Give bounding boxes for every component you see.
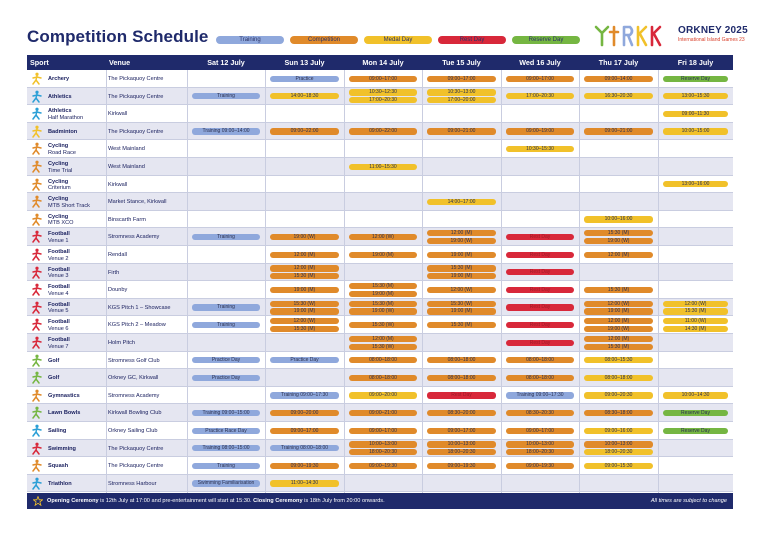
venue-cell: The Pickaquoy Centre — [108, 445, 164, 452]
session-pill: 08:00–18:00 — [349, 375, 417, 381]
sport-name: Football Venue 4 — [48, 284, 70, 297]
session-pill: 08:30–18:00 — [584, 410, 653, 416]
sport-cell — [29, 105, 107, 123]
session-pill: 10:00–16:00 — [584, 216, 653, 222]
session-pill: Practice — [270, 76, 339, 82]
sport-name: Football Venue 2 — [48, 249, 70, 262]
sport-cell — [29, 281, 107, 299]
session-pill: 10:00–13:00 — [506, 441, 574, 447]
sport-subtitle: Road Race — [48, 149, 76, 156]
session-pill: Training — [192, 463, 260, 469]
football-icon — [30, 266, 43, 279]
sport-cell — [29, 88, 107, 106]
table-row — [27, 140, 733, 158]
sport-subtitle: Venue 7 — [48, 343, 69, 350]
athletics-icon — [30, 90, 43, 103]
session-pill: 09:00–21:00 — [584, 128, 653, 134]
sport-name: Lawn Bowls — [48, 410, 81, 417]
session-pill: 08:30–20:00 — [427, 410, 496, 416]
session-pill: 18:00–20:30 — [427, 449, 496, 455]
session-pill: Practice Race Day — [192, 428, 260, 434]
sport-subtitle: MTB Short Track — [48, 202, 90, 209]
column-header: Fri 18 July — [677, 58, 714, 67]
session-pill: 08:00–18:00 — [506, 357, 574, 363]
session-pill: 19:00 (M) — [270, 287, 339, 293]
sport-subtitle: Venue 2 — [48, 255, 69, 262]
session-pill: 10:30–12:30 — [349, 89, 417, 95]
column-header: Venue — [109, 58, 131, 67]
session-pill: 09:00–17:00 — [506, 428, 574, 434]
session-pill: Rest Day — [506, 234, 574, 240]
sport-name: Badminton — [48, 128, 78, 135]
table-row — [27, 316, 733, 334]
table-row — [27, 422, 733, 440]
legend — [216, 36, 580, 44]
column-header: Tue 15 July — [442, 58, 481, 67]
table-row — [27, 88, 733, 106]
sport-cell — [29, 123, 107, 141]
column-divider — [501, 70, 502, 494]
cycling-icon — [30, 178, 43, 191]
column-header: Mon 14 July — [362, 58, 404, 67]
sport-subtitle: Time Trial — [48, 167, 73, 174]
session-pill: 18:00–20:30 — [584, 449, 653, 455]
session-pill: Rest Day — [506, 287, 574, 293]
golf-icon — [30, 354, 43, 367]
legend-item: Competition — [290, 36, 358, 44]
session-pill: 15:30 (W) — [349, 344, 417, 350]
venue-cell: Holm Pitch — [108, 340, 136, 346]
sport-cell — [29, 299, 107, 317]
session-pill: Training — [192, 304, 260, 310]
session-pill: Rest Day — [506, 304, 574, 310]
column-header: Sat 12 July — [207, 58, 245, 67]
session-pill: 08:00–15:30 — [584, 357, 653, 363]
column-header: Sport — [30, 58, 49, 67]
venue-cell: Stromness Golf Club — [108, 357, 160, 364]
session-pill: Training 09:00–17:30 — [506, 392, 574, 398]
venue-cell: The Pickaquoy Centre — [108, 128, 164, 135]
session-pill: 19:00 (W) — [270, 234, 339, 240]
table-row — [27, 193, 733, 211]
footer-text: Opening Ceremony is 12th July at 17:00 and pre-entertainment will start at 15:30. Closing Ceremony is 18th July from 20:00 onwards. — [47, 498, 385, 504]
session-pill: Training 09:00–17:30 — [270, 392, 339, 398]
sport-name: Cycling MTB XCO — [48, 213, 74, 227]
venue-cell: Kirkwall — [108, 181, 128, 188]
sport-subtitle: Venue 4 — [48, 290, 69, 297]
session-pill: Practice Day — [270, 357, 339, 363]
legend-item: Training — [216, 36, 284, 44]
sport-name: Golf — [48, 375, 60, 382]
sport-cell — [29, 228, 107, 246]
sport-name: Athletics — [48, 93, 72, 100]
football-icon — [30, 318, 43, 331]
sport-name: Football Venue 6 — [48, 319, 70, 332]
venue-cell: Orkney Sailing Club — [108, 428, 158, 434]
session-pill: 09:00–19:00 — [506, 128, 574, 134]
venue-cell: Dounby — [108, 287, 128, 294]
venue-cell: The Pickaquoy Centre — [108, 93, 164, 100]
session-pill: 10:00–13:00 — [427, 441, 496, 447]
session-pill: 14:00–18:30 — [270, 93, 339, 99]
session-pill: Training 09:00–15:00 — [192, 410, 260, 416]
session-pill: 18:00–20:30 — [506, 449, 574, 455]
session-pill: 08:00–18:00 — [427, 375, 496, 381]
table-row — [27, 440, 733, 458]
column-divider — [344, 70, 345, 494]
session-pill: 12:00 (M) — [584, 318, 653, 324]
football-icon — [30, 283, 43, 296]
archery-icon — [30, 72, 43, 85]
venue-cell: West Mainland — [108, 146, 145, 153]
venue-cell: KGS Pitch 2 – Meadow — [108, 322, 166, 329]
lawn-bowls-icon — [30, 406, 43, 419]
brand — [678, 25, 758, 43]
sport-subtitle: Venue 1 — [48, 237, 69, 244]
session-pill: 17:00–20:30 — [349, 97, 417, 103]
session-pill: Rest Day — [506, 322, 574, 328]
sport-cell — [29, 387, 107, 405]
session-pill: Reserve Day — [663, 428, 728, 434]
badminton-icon — [30, 125, 43, 138]
session-pill: 08:00–18:00 — [427, 357, 496, 363]
session-pill: 14:30 (M) — [663, 326, 728, 332]
session-pill: 12:00 (M) — [349, 336, 417, 342]
session-pill: 13:00–16:00 — [663, 181, 728, 187]
session-pill: Rest Day — [506, 252, 574, 258]
sport-subtitle: Criterium — [48, 185, 71, 192]
session-pill: 11:00–14:30 — [270, 480, 339, 486]
football-icon — [30, 336, 43, 349]
session-pill: 09:00–19:30 — [270, 463, 339, 469]
table-row — [27, 334, 733, 352]
golf-icon — [30, 371, 43, 384]
session-pill: 11:00 (W) — [663, 318, 728, 324]
column-divider — [187, 70, 188, 494]
sport-name: Cycling Time Trial — [48, 161, 73, 174]
session-pill: 15:30 (W) — [270, 301, 339, 307]
session-pill: 15:30 (M) — [584, 230, 653, 236]
sport-cell — [29, 316, 107, 334]
table-header — [27, 55, 733, 70]
sport-cell — [29, 246, 107, 264]
session-pill: 09:00–19:30 — [427, 463, 496, 469]
session-pill: 09:00–20:00 — [270, 410, 339, 416]
session-pill: 15:30 (M) — [349, 283, 417, 289]
sport-name: Cycling Criterium — [48, 178, 71, 192]
session-pill: 12:00 (W) — [349, 234, 417, 240]
column-divider — [106, 70, 107, 494]
venue-cell: Kirkwall — [108, 111, 128, 118]
table-row — [27, 369, 733, 387]
venue-cell: Orkney GC, Kirkwall — [108, 375, 159, 382]
page-title: Competition Schedule — [27, 27, 209, 46]
session-pill: 19:00 (M) — [349, 252, 417, 258]
session-pill: 12:00 (M) — [584, 252, 653, 258]
sport-cell — [29, 158, 107, 176]
sport-subtitle: Venue 6 — [48, 325, 69, 332]
session-pill: 09:00–17:00 — [506, 76, 574, 82]
session-pill: Training — [192, 234, 260, 240]
session-pill: 15:30 (M) — [663, 308, 728, 314]
column-divider — [265, 70, 266, 494]
session-pill: 10:00–15:00 — [663, 128, 728, 134]
session-pill: 15:30 (M) — [270, 273, 339, 279]
venue-cell: Stromness Academy — [108, 392, 160, 399]
gymnastics-icon — [30, 389, 43, 402]
sport-cell — [29, 264, 107, 282]
sport-cell — [29, 369, 107, 387]
session-pill: 09:00–17:00 — [427, 428, 496, 434]
venue-cell: Binscarth Farm — [108, 216, 146, 223]
session-pill: 09:00–15:30 — [584, 463, 653, 469]
venue-cell: Stromness Harbour — [108, 480, 157, 487]
legend-item: Medal Day — [364, 36, 432, 44]
session-pill: 19:00 (M) — [427, 252, 496, 258]
session-pill: 19:00 (M) — [427, 308, 496, 314]
cycling-icon — [30, 213, 43, 226]
session-pill: 15:30 (W) — [349, 322, 417, 328]
table-row — [27, 70, 733, 88]
table-row — [27, 299, 733, 317]
venue-cell: The Pickaquoy Centre — [108, 76, 164, 82]
session-pill: 15:30 (W) — [427, 301, 496, 307]
squash-icon — [30, 459, 43, 472]
session-pill: Rest Day — [506, 340, 574, 346]
athletics-icon — [30, 107, 43, 120]
football-icon — [30, 301, 43, 314]
sport-cell — [29, 211, 107, 229]
session-pill: 09:00–11:30 — [663, 111, 728, 117]
sport-name: Squash — [48, 463, 69, 470]
footer-disclaimer: All times are subject to change — [650, 498, 727, 504]
cycling-icon — [30, 195, 43, 208]
session-pill: 15:30 (M) — [427, 322, 496, 328]
session-pill: 09:00–19:30 — [506, 463, 574, 469]
table-row — [27, 457, 733, 475]
session-pill: Reserve Day — [663, 76, 728, 82]
sport-name: Triathlon — [48, 480, 72, 487]
session-pill: 19:00 (W) — [584, 238, 653, 244]
sport-cell — [29, 457, 107, 475]
session-pill: 19:00 (M) — [270, 308, 339, 314]
sport-cell — [29, 193, 107, 211]
cycling-icon — [30, 160, 43, 173]
session-pill: 08:00–18:00 — [506, 375, 574, 381]
session-pill: 09:00–14:00 — [584, 76, 653, 82]
sport-name: Swimming — [48, 445, 76, 452]
table-row — [27, 123, 733, 141]
sport-name: Golf — [48, 357, 60, 364]
sport-cell — [29, 404, 107, 422]
sport-subtitle: MTB XCO — [48, 220, 74, 227]
venue-cell: The Pickaquoy Centre — [108, 463, 164, 470]
session-pill: 19:00 (W) — [349, 308, 417, 314]
sport-subtitle: Venue 5 — [48, 308, 69, 315]
session-pill: 19:00 (W) — [427, 238, 496, 244]
sailing-icon — [30, 424, 43, 437]
session-pill: Reserve Day — [663, 410, 728, 416]
venue-cell: KGS Pitch 1 – Showcase — [108, 304, 171, 311]
session-pill: 09:00–17:00 — [349, 428, 417, 434]
sport-name: Archery — [48, 76, 70, 82]
session-pill: 09:00–21:00 — [427, 128, 496, 134]
sport-subtitle: Venue 3 — [48, 273, 69, 280]
sport-name: Cycling Road Race — [48, 143, 76, 156]
session-pill: 12:00 (W) — [663, 301, 728, 307]
swimming-icon — [30, 442, 43, 455]
footer-note — [27, 493, 733, 509]
session-pill: 12:00 (M) — [427, 230, 496, 236]
session-pill: 08:00–18:00 — [349, 357, 417, 363]
column-header: Wed 16 July — [519, 58, 561, 67]
session-pill: 10:30–13:00 — [427, 89, 496, 95]
sport-name: Gymnastics — [48, 392, 80, 399]
table-row — [27, 228, 733, 246]
column-divider — [579, 70, 580, 494]
session-pill: 18:00–20:30 — [349, 449, 417, 455]
session-pill: Rest Day — [506, 269, 574, 275]
football-icon — [30, 230, 43, 243]
brand-subtitle: International Island Games 23 — [678, 37, 745, 43]
venue-cell: Stromness Academy — [108, 234, 160, 241]
session-pill: Training 09:00–14:00 — [192, 128, 260, 134]
table-row — [27, 246, 733, 264]
session-pill: 19:00 (M) — [349, 291, 417, 297]
session-pill: 08:30–20:30 — [506, 410, 574, 416]
venue-cell: Rendall — [108, 252, 127, 258]
session-pill: 19:00 (M) — [427, 273, 496, 279]
column-divider — [658, 70, 659, 494]
session-pill: Training — [192, 93, 260, 99]
table-row — [27, 387, 733, 405]
sport-name: Football Venue 7 — [48, 337, 70, 350]
sport-name: Athletics Half Marathon — [48, 108, 84, 121]
venue-cell: Firth — [108, 269, 120, 276]
table-row — [27, 211, 733, 229]
session-pill: 19:00 (M) — [584, 308, 653, 314]
session-pill: 16:30–20:30 — [584, 93, 653, 99]
session-pill: Training — [192, 322, 260, 328]
session-pill: 11:00–15:30 — [349, 164, 417, 170]
session-pill: 12:00 (W) — [270, 318, 339, 324]
session-pill: 15:30 (M) — [584, 287, 653, 293]
sport-cell — [29, 334, 107, 352]
session-pill: 12:00 (M) — [270, 265, 339, 271]
table-row — [27, 105, 733, 123]
table-row — [27, 176, 733, 194]
legend-item: Rest Day — [438, 36, 506, 44]
session-pill: 12:00 (M) — [270, 252, 339, 258]
session-pill: 19:00 (W) — [584, 326, 653, 332]
sport-subtitle: Half Marathon — [48, 114, 84, 121]
sport-cell — [29, 440, 107, 458]
venue-cell: West Mainland — [108, 164, 145, 170]
session-pill: 09:00–22:00 — [270, 128, 339, 134]
session-pill: 09:00–17:00 — [427, 76, 496, 82]
session-pill: 15:30 (M) — [349, 301, 417, 307]
session-pill: 09:00–19:30 — [349, 463, 417, 469]
star-icon — [33, 496, 43, 506]
session-pill: 12:00 (W) — [584, 301, 653, 307]
column-header: Thu 17 July — [598, 58, 639, 67]
column-header: Sun 13 July — [284, 58, 325, 67]
venue-cell: Kirkwall Bowling Club — [108, 410, 162, 417]
session-pill: 09:00–22:00 — [349, 128, 417, 134]
column-divider — [422, 70, 423, 494]
schedule-table — [27, 55, 733, 494]
sport-name: Football Venue 3 — [48, 266, 70, 280]
sport-cell — [29, 140, 107, 158]
session-pill: Rest Day — [427, 392, 496, 398]
session-pill: 17:00–20:00 — [427, 97, 496, 103]
session-pill: Training 08:00–18:00 — [270, 445, 339, 451]
session-pill: 09:00–20:30 — [584, 392, 653, 398]
session-pill: 09:00–20:00 — [349, 392, 417, 398]
brand-name: ORKNEY 2025 — [678, 25, 748, 36]
session-pill: 09:00–16:00 — [584, 428, 653, 434]
session-pill: 12:00 (M) — [584, 336, 653, 342]
session-pill: 09:00–17:00 — [270, 428, 339, 434]
legend-item: Reserve Day — [512, 36, 580, 44]
session-pill: 08:00–18:00 — [584, 375, 653, 381]
session-pill: 10:30–15:30 — [506, 146, 574, 152]
table-row — [27, 404, 733, 422]
table-row — [27, 281, 733, 299]
sport-cell — [29, 176, 107, 194]
session-pill: 10:00–14:30 — [663, 392, 728, 398]
session-pill: 14:00–17:00 — [427, 199, 496, 205]
table-row — [27, 264, 733, 282]
sport-name: Cycling MTB Short Track — [48, 196, 90, 209]
sport-cell — [29, 422, 107, 440]
sport-name: Sailing — [48, 428, 67, 434]
session-pill: 17:00–20:30 — [506, 93, 574, 99]
session-pill: 10:00–13:00 — [349, 441, 417, 447]
sport-cell — [29, 352, 107, 370]
session-pill: Training 08:00–15:00 — [192, 445, 260, 451]
session-pill: 15:30 (M) — [270, 326, 339, 332]
session-pill: 13:00–15:30 — [663, 93, 728, 99]
table-row — [27, 158, 733, 176]
table-row — [27, 352, 733, 370]
session-pill: 09:00–21:00 — [349, 410, 417, 416]
session-pill: 10:00–13:00 — [584, 441, 653, 447]
sport-cell — [29, 475, 107, 493]
sport-cell — [29, 70, 107, 88]
session-pill: 09:00–17:00 — [349, 76, 417, 82]
football-icon — [30, 248, 43, 261]
cycling-icon — [30, 142, 43, 155]
sport-name: Football Venue 5 — [48, 301, 70, 315]
table-row — [27, 475, 733, 493]
triathlon-icon — [30, 477, 43, 490]
sport-name: Football Venue 1 — [48, 231, 70, 244]
session-pill: 15:30 (M) — [584, 344, 653, 350]
venue-cell: Market Stance, Kirkwall — [108, 199, 167, 206]
session-pill: Practice Day — [192, 357, 260, 363]
games-logo — [592, 23, 664, 47]
session-pill: Practice Day — [192, 375, 260, 381]
session-pill: Swimming Familiarisation — [192, 480, 260, 486]
session-pill: 15:30 (M) — [427, 265, 496, 271]
session-pill: 12:00 (W) — [427, 287, 496, 293]
